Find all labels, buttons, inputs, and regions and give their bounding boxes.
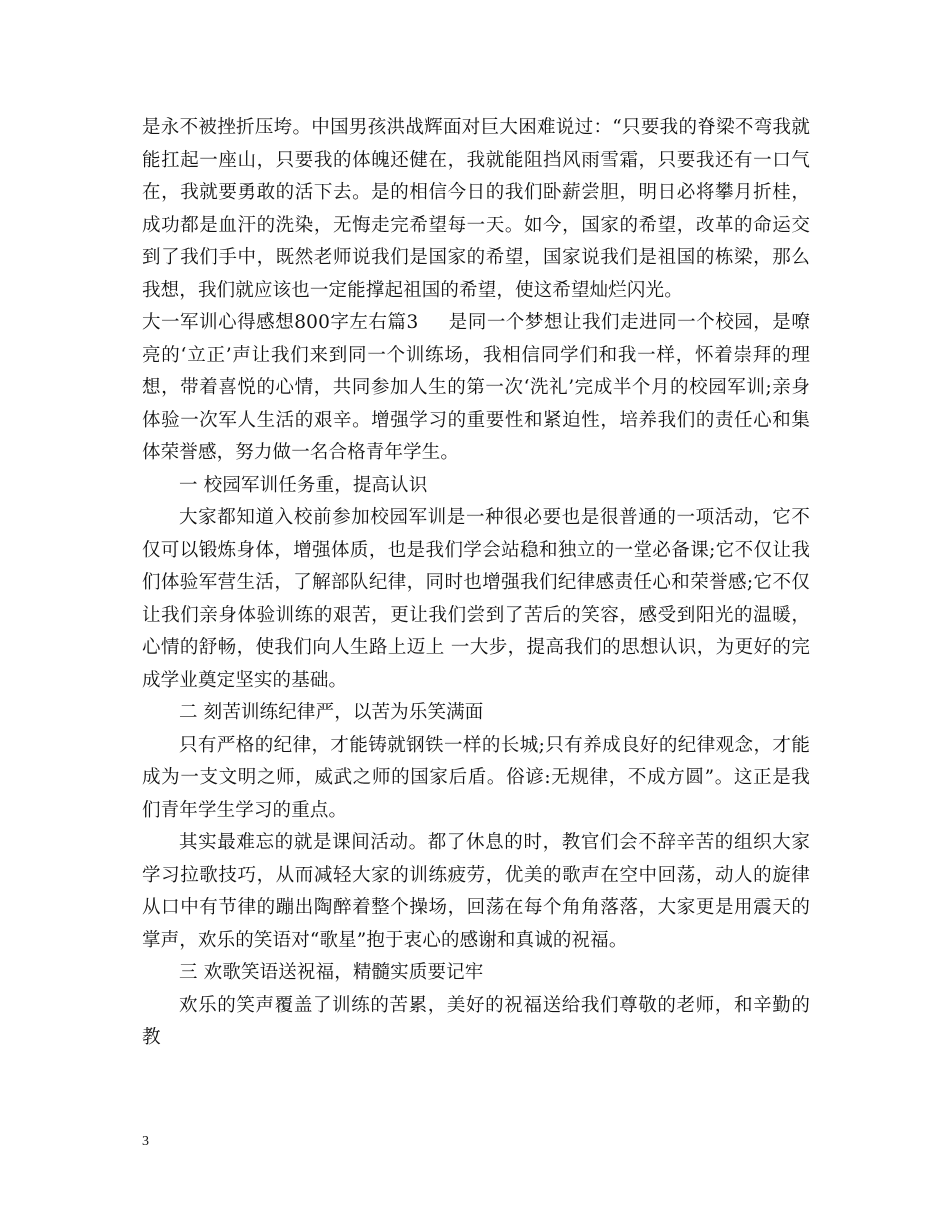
section-title: 大一军训心得感想800字左右篇3: [142, 312, 419, 333]
paragraph-one: 大家都知道入校前参加校园军训是一种很必要也是很普通的一项活动，它不仅可以锻炼身体，增强体质，也是我们学会站稳和独立的一堂必备课;它不仅让我们体验军营生活，了解部队纪律，同时也增强我们纪律感责任心和荣誉感;它不仅让我们亲身体验训练的艰苦，更让我们尝到了苦后的笑容，感受到阳光的温暖，心情的舒畅，使我们向人生路上迈上 一大步，提高我们的思想认识，为更好的完成学业奠定坚实的基础。: [142, 507, 810, 691]
paragraph-continuation: 是永不被挫折压垮。中国男孩洪战辉面对巨大困难说过：“只要我的脊梁不弯我就能扛起一座山，只要我的体魄还健在，我就能阻挡风雨雪霜，只要我还有一口气在，我就要勇敢的活下去。是的相信今日的我们卧薪尝胆，明日必将攀月折桂，成功都是血汗的洗染，无悔走完希望每一天。如今，国家的希望，改革的命运交到了我们手中，既然老师说我们是国家的希望，国家说我们是祖国的栋梁，那么我想，我们就应该也一定能撑起祖国的希望，使这希望灿烂闪光。: [142, 117, 810, 301]
section-title-paragraph: [142, 307, 810, 470]
paragraph-four: 欢乐的笑声覆盖了训练的苦累，美好的祝福送给我们尊敬的老师，和辛勤的教: [142, 994, 810, 1048]
paragraph-two: 只有严格的纪律，才能铸就钢铁一样的长城;只有养成良好的纪律观念，才能成为一支文明之师，威武之师的国家后盾。俗谚:无规律，不成方圆”。这正是我们青年学生学习的重点。: [142, 734, 810, 821]
subheading-one: 一 校园军训任务重，提高认识: [179, 474, 428, 496]
subheading-two: 二 刻苦训练纪律严，以苦为乐笑满面: [179, 702, 484, 723]
subheading-three: 三 欢歌笑语送祝福，精髓实质要记牢: [179, 962, 484, 983]
page-number: 3: [142, 1134, 149, 1149]
section-intro-text: 是同一个梦想让我们走进同一个校园，是嘹亮的‘立正’声让我们来到同一个训练场，我相信同学们和我一样，怀着崇拜的理想，带着喜悦的心情，共同参加人生的第一次‘洗礼’完成半个月的校园军训;亲身体验一次军人生活的艰辛。增强学习的重要性和紧迫性，培养我们的责任心和集体荣誉感，努力做一名合格青年学生。: [142, 312, 810, 463]
paragraph-three: 其实最难忘的就是课间活动。都了休息的时，教官们会不辞辛苦的组织大家学习拉歌技巧，从而减轻大家的训练疲劳，优美的歌声在空中回荡，动人的旋律从口中有节律的蹦出陶醉着整个操场，回荡在每个角角落落，大家更是用震天的掌声，欢乐的笑语对“歌星”抱于衷心的感谢和真诚的祝福。: [142, 832, 810, 951]
document-body: [142, 112, 810, 1055]
